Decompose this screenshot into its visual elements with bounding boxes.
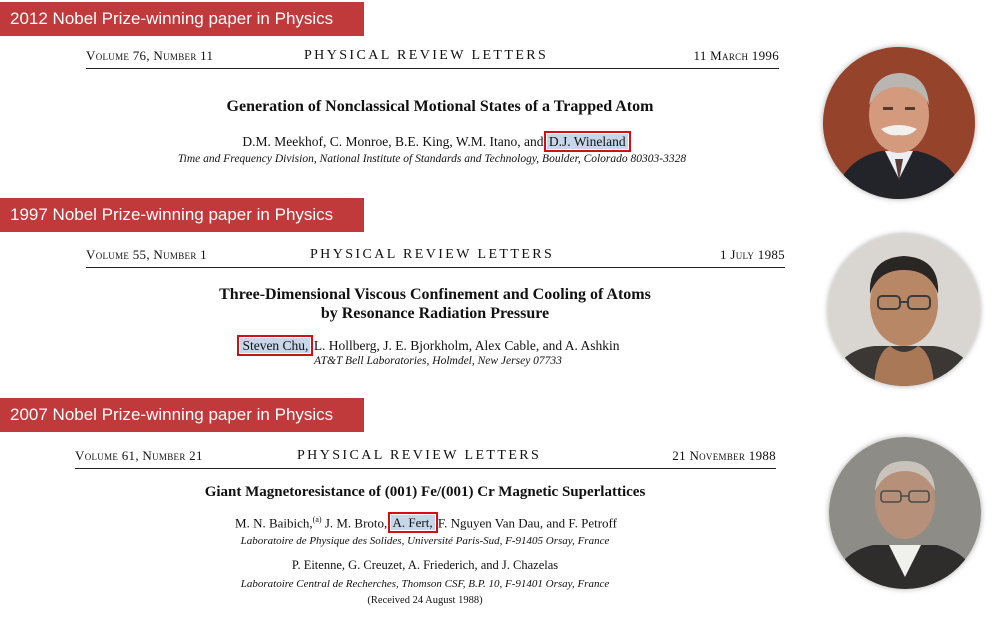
authors-after: F. Nguyen Van Dau, and F. Petroff [434,515,617,531]
affiliation-superscript: (a) [312,515,322,524]
author-list-1996 [35,134,835,150]
laureate-highlight-chu: Steven Chu, [242,338,309,353]
banner-2007: 2007 Nobel Prize-winning paper in Physics [0,398,364,432]
volume-label: Volume 76, Number 11 [86,48,214,63]
issue-date: 21 November 1988 [672,448,776,463]
volume-label: Volume 55, Number 1 [86,247,207,262]
wineland-portrait [823,47,975,199]
issue-date: 1 July 1985 [720,247,785,262]
authors-after: L. Hollberg, J. E. Bjorkholm, Alex Cable, and A. Ashkin [310,338,620,353]
volume-label: Volume 61, Number 21 [75,448,203,463]
title-line-2: by Resonance Radiation Pressure [320,305,550,322]
affiliation-1988: Laboratoire de Physique des Solides, Université Paris-Sud, F-91405 Orsay, France [240,535,610,547]
paper-title-1985 [35,285,835,323]
banner-1997: 1997 Nobel Prize-winning paper in Physics [0,198,364,232]
authors-before: D.M. Meekhof, C. Monroe, B.E. King, W.M. Itano, and [242,134,547,149]
affiliation-1988-second: Laboratoire Central de Recherches, Thomson CSF, B.P. 10, F-91401 Orsay, France [240,578,610,590]
fert-portrait [829,437,981,589]
laureate-highlight-fert: A. Fert, [392,515,433,531]
journal-name: PHYSICAL REVIEW LETTERS [310,247,555,262]
author-list-1988-second: P. Eitenne, G. Creuzet, A. Friederich, and J. Chazelas [291,558,559,572]
chu-portrait [828,234,980,386]
author-list-1985 [30,338,830,354]
authors-before: M. N. Baibich, [235,515,313,531]
journal-header-1996 [86,46,779,69]
received-date: (Received 24 August 1988) [367,595,483,606]
title-line-1: Three-Dimensional Viscous Confinement and Cooling of Atoms [219,286,651,303]
journal-header-1988 [75,446,776,469]
authors-middle: J. M. Broto, [321,515,391,531]
author-list-1988 [26,515,826,531]
paper-title-1988: Giant Magnetoresistance of (001) Fe/(001) Cr Magnetic Superlattices [204,484,646,500]
journal-name: PHYSICAL REVIEW LETTERS [297,448,542,463]
chu-portrait-image [828,234,980,386]
affiliation-1996: Time and Frequency Division, National Institute of Standards and Technology, Boulder, Colorado 80303-3328 [177,153,687,165]
wineland-portrait-image [823,47,975,199]
banner-2012: 2012 Nobel Prize-winning paper in Physics [0,2,364,36]
fert-portrait-image [829,437,981,589]
affiliation-1985: AT&T Bell Laboratories, Holmdel, New Jersey 07733 [314,355,562,367]
laureate-highlight-wineland: D.J. Wineland [548,134,626,149]
issue-date: 11 March 1996 [693,48,779,63]
journal-name: PHYSICAL REVIEW LETTERS [304,48,549,63]
journal-header-1985 [86,245,785,268]
paper-title-1996: Generation of Nonclassical Motional States of a Trapped Atom [226,98,654,115]
